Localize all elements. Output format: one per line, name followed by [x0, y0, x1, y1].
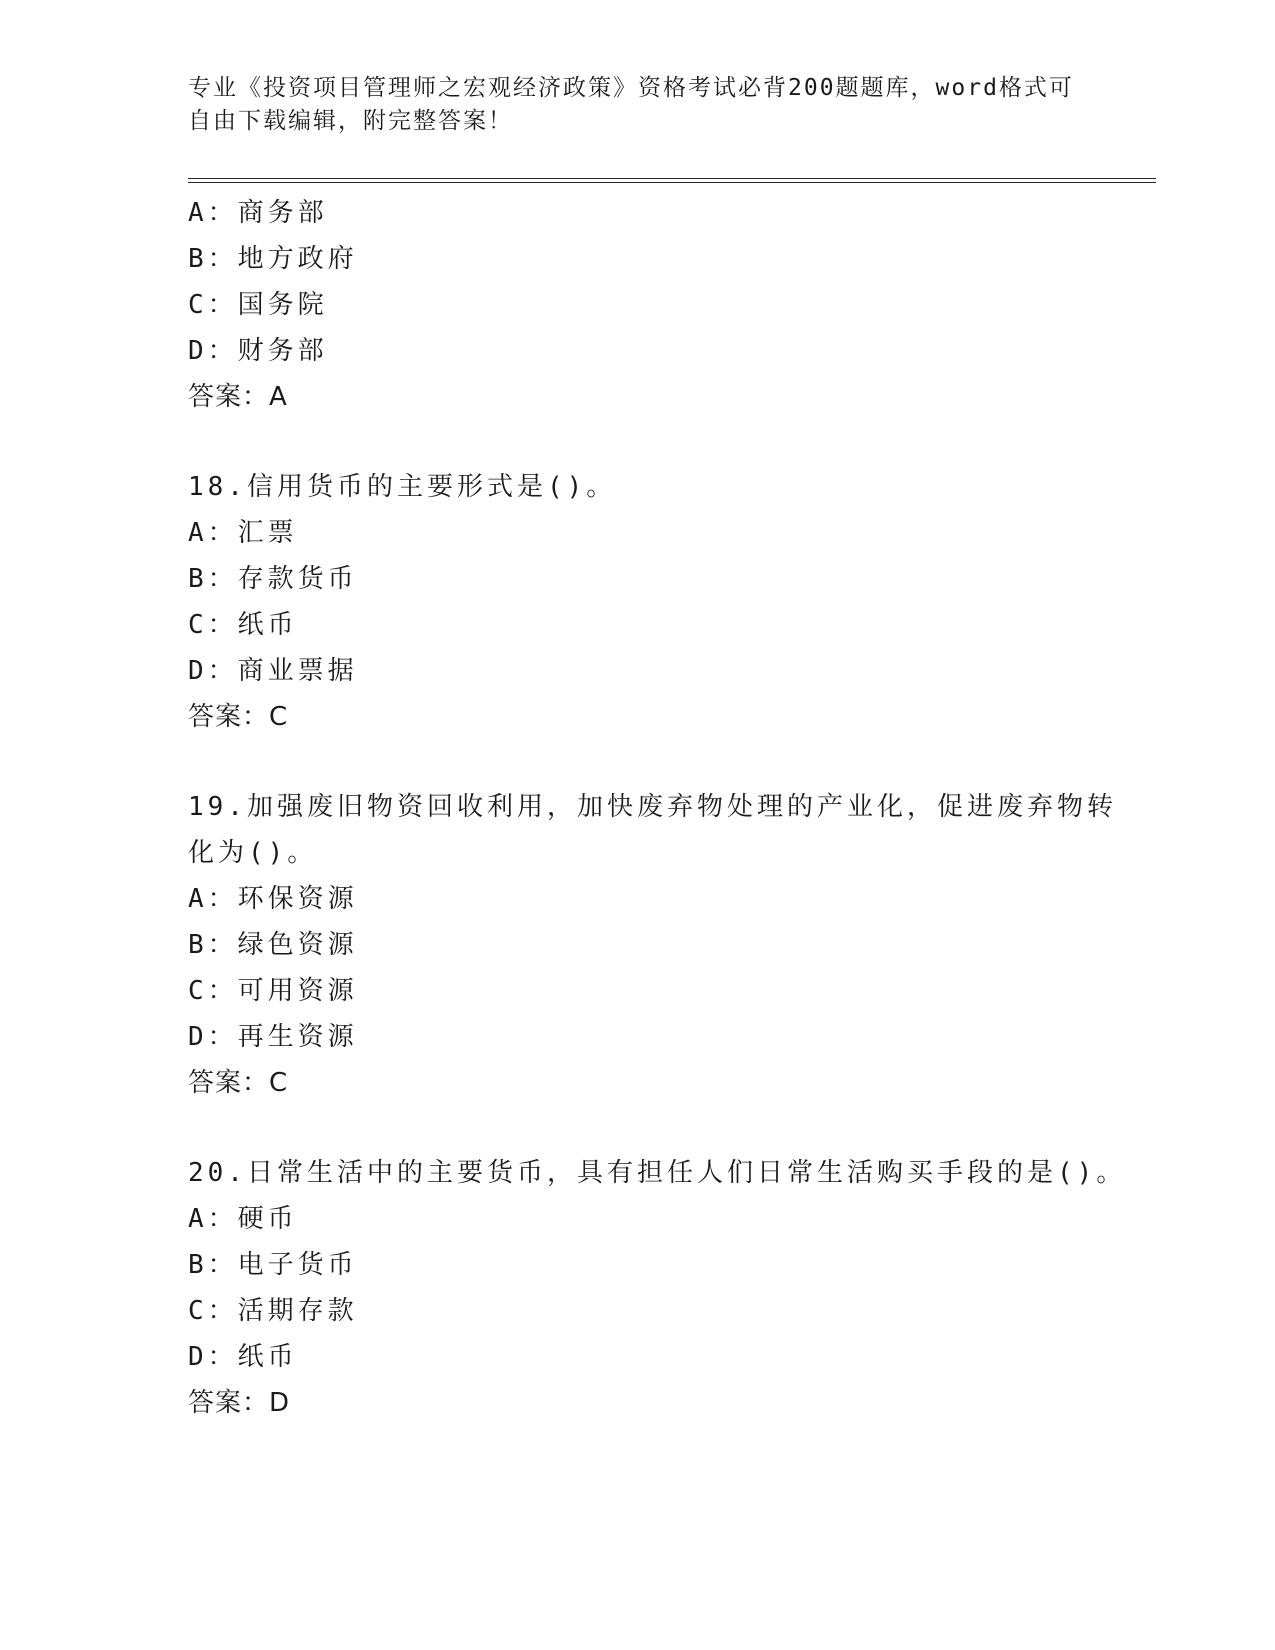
- question-stem: 20.日常生活中的主要货币，具有担任人们日常生活购买手段的是()。: [188, 1158, 1127, 1188]
- answer-line: 答案：C: [188, 702, 289, 732]
- option-d: D：再生资源: [188, 1022, 358, 1052]
- option-a: A：商务部: [188, 198, 328, 228]
- question-18: [188, 464, 1156, 740]
- answer-line: 答案：D: [188, 1388, 291, 1418]
- header-line-2: 自由下载编辑，附完整答案！: [188, 108, 513, 134]
- spacer: [188, 740, 1156, 784]
- option-d: D：财务部: [188, 336, 328, 366]
- question-stem-line-2: 化为()。: [188, 838, 318, 868]
- option-a: A：环保资源: [188, 884, 358, 914]
- answer-line: 答案：C: [188, 1068, 289, 1098]
- question-stem: 18.信用货币的主要形式是()。: [188, 472, 617, 502]
- question-stem-line-1: 19.加强废旧物资回收利用，加快废弃物处理的产业化，促进废弃物转: [188, 792, 1117, 822]
- spacer: [188, 1106, 1156, 1150]
- option-a: A：硬币: [188, 1204, 298, 1234]
- spacer: [188, 420, 1156, 464]
- header-line-1: 专业《投资项目管理师之宏观经济政策》资格考试必背200题题库，word格式可: [188, 75, 1074, 101]
- option-b: B：存款货币: [188, 564, 358, 594]
- option-d: D：商业票据: [188, 656, 358, 686]
- header-divider: [188, 178, 1156, 183]
- option-c: C：国务院: [188, 290, 328, 320]
- option-b: B：电子货币: [188, 1250, 358, 1280]
- option-d: D：纸币: [188, 1342, 298, 1372]
- option-c: C：可用资源: [188, 976, 358, 1006]
- question-list: [188, 190, 1156, 1426]
- option-b: B：地方政府: [188, 244, 358, 274]
- question-19: [188, 784, 1156, 1106]
- option-c: C：纸币: [188, 610, 298, 640]
- document-header: [188, 72, 1088, 138]
- question-17: [188, 190, 1156, 420]
- option-c: C：活期存款: [188, 1296, 358, 1326]
- option-b: B：绿色资源: [188, 930, 358, 960]
- answer-line: 答案：A: [188, 382, 288, 412]
- option-a: A：汇票: [188, 518, 298, 548]
- question-20: [188, 1150, 1156, 1426]
